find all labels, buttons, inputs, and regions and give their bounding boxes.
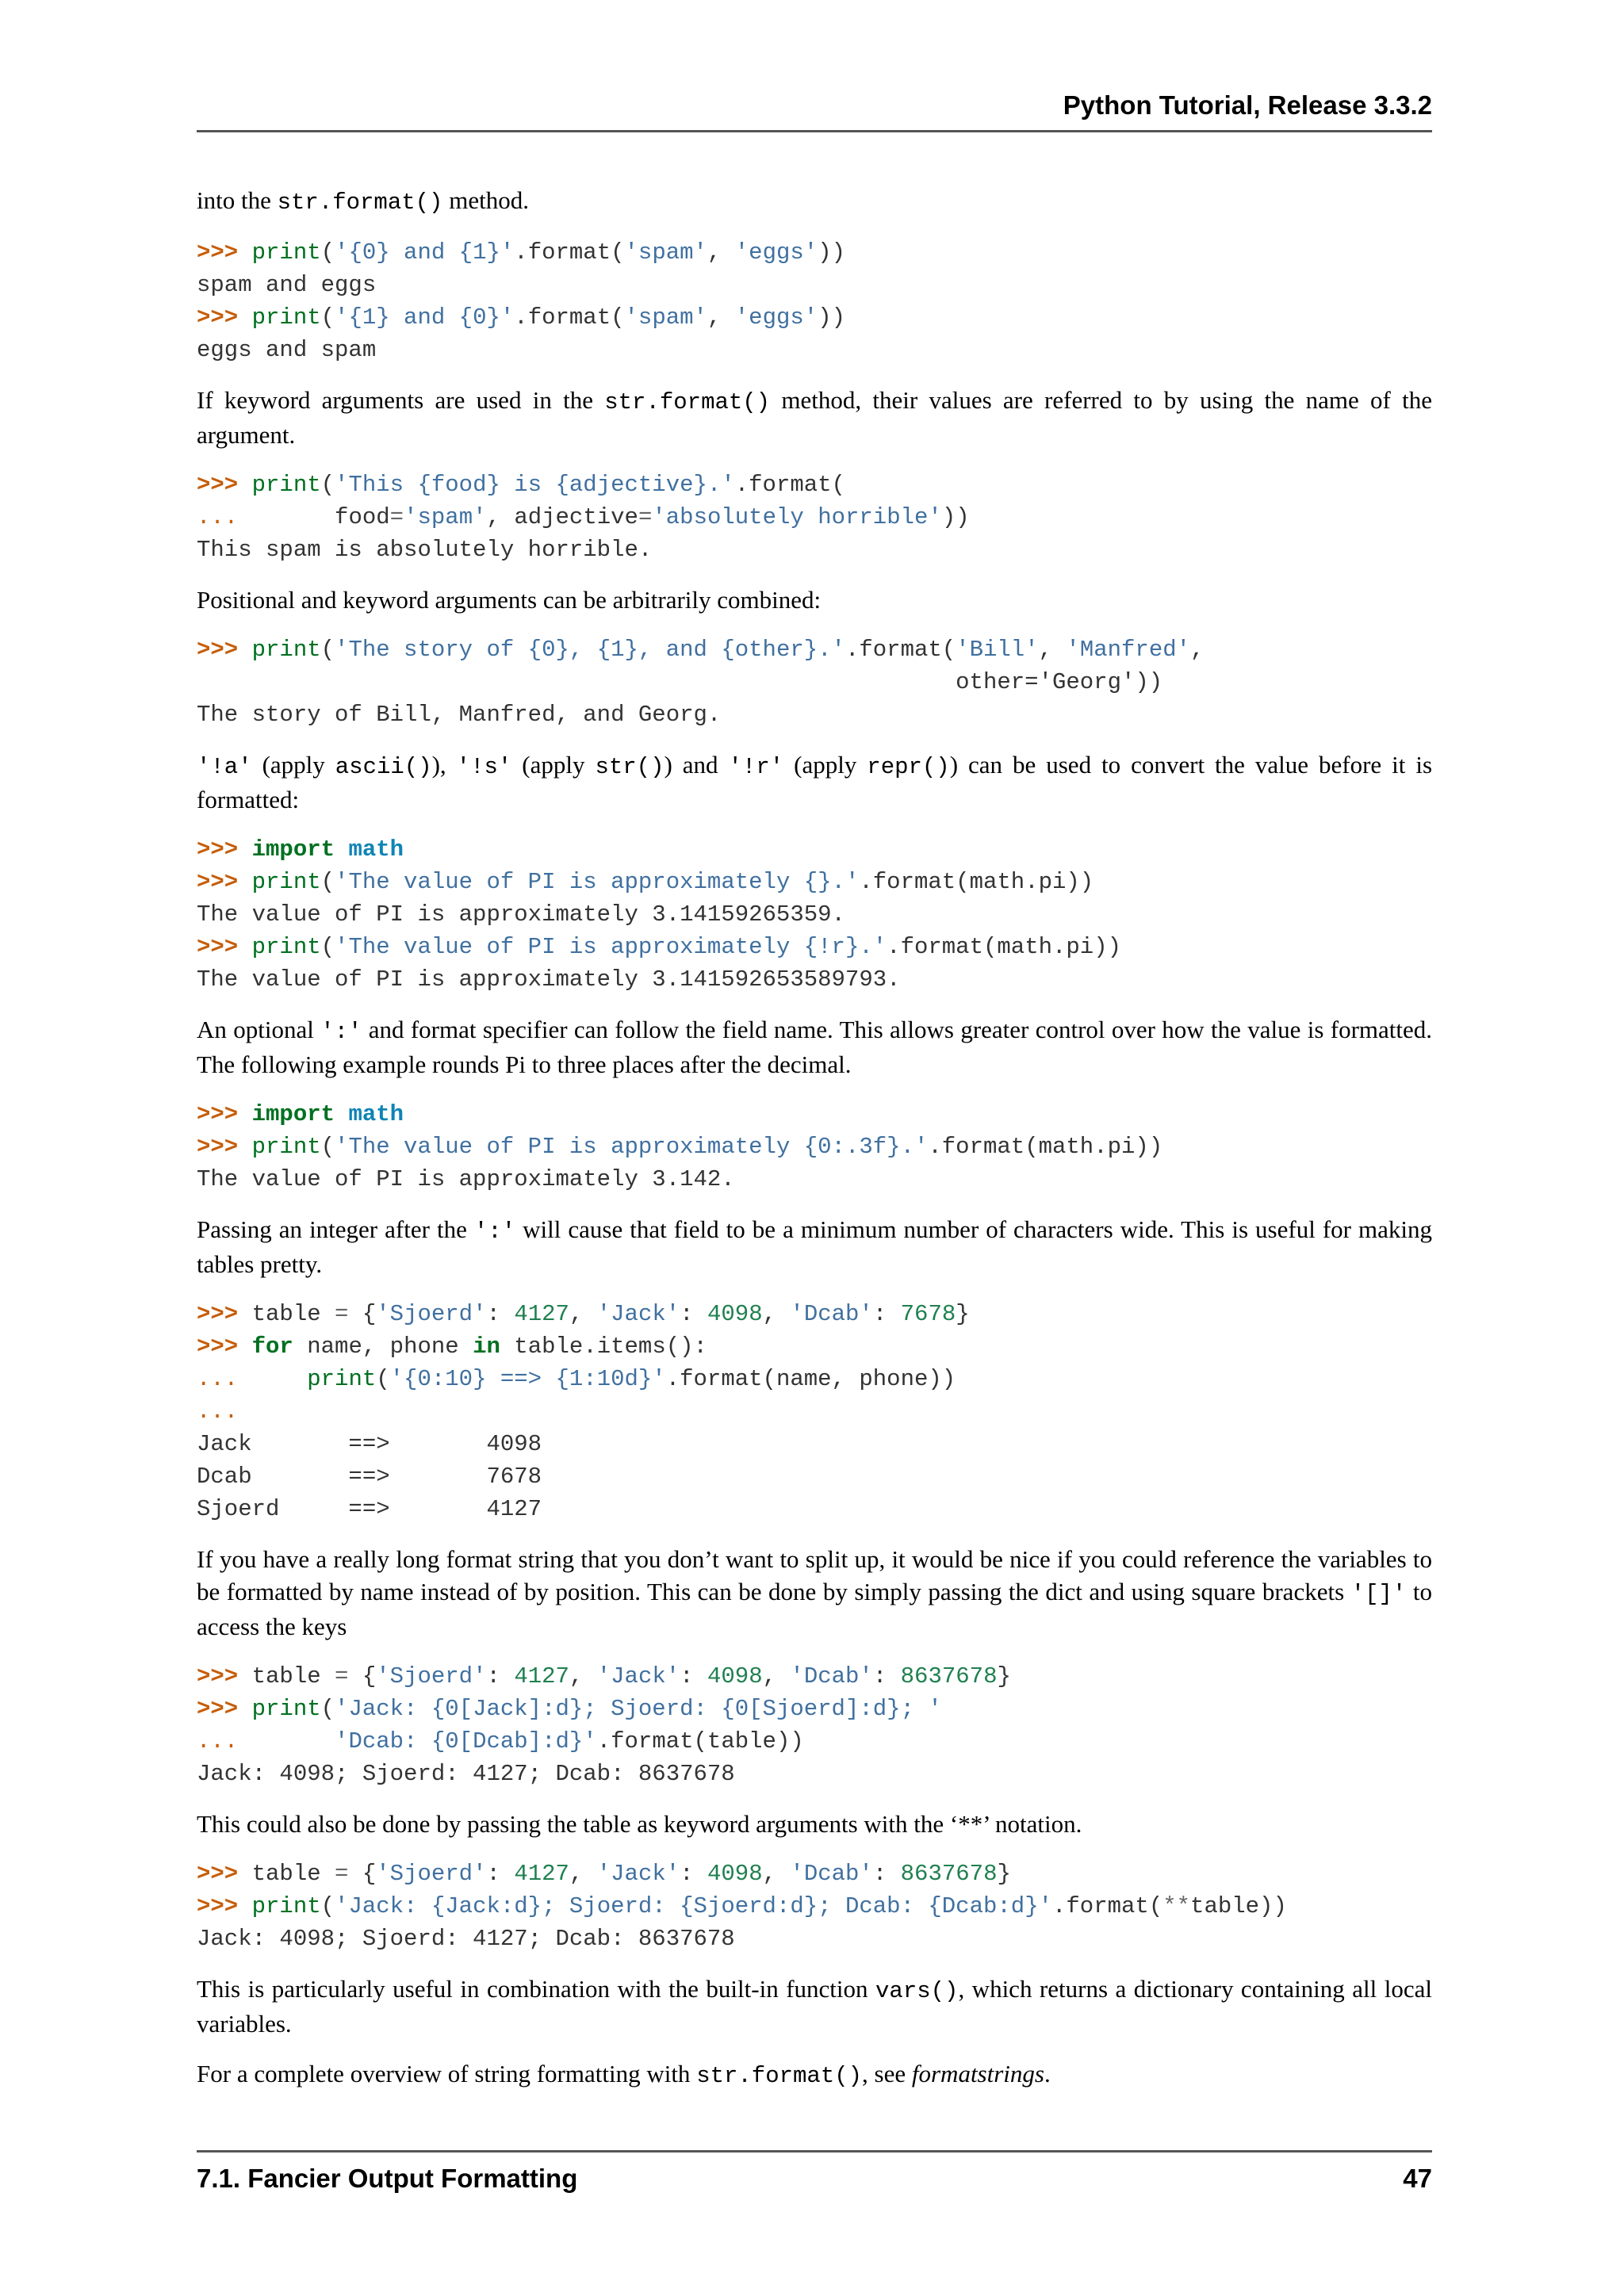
inline-code: str.format() [277, 189, 443, 216]
paragraph: into the str.format() method. [197, 186, 529, 216]
paragraph: If keyword arguments are used in the str.format() method, their values are referred to by using the name of the argument. [197, 386, 1432, 449]
paragraph: This could also be done by passing the table as keyword arguments with the ‘**’ notation. [197, 1810, 1082, 1838]
footer-section-title: 7.1. Fancier Output Formatting [197, 2164, 578, 2193]
code-block: >>> print('The story of {0}, {1}, and {other}.'.format('Bill', 'Manfred', other='Georg')) The story of Bill, Manfred, and Georg. [197, 637, 1205, 728]
inline-code: str.format() [604, 389, 771, 415]
inline-code: '[]' [1350, 1581, 1407, 1607]
code-block: >>> import math >>> print('The value of PI is approximately {}.'.format(math.pi)) The value of PI is approximately 3.14159265359. >>> print('The value of PI is approximately {!r}.'.format(math.pi)) The value of PI is approximately 3.141592653589793. [197, 836, 1122, 993]
inline-code: str.format() [696, 2063, 863, 2089]
inline-code: ':' [473, 1219, 516, 1245]
code-block: >>> print('This {food} is {adjective}.'.format( ... food='spam', adjective='absolutely horrible')) This spam is absolutely horrible. [197, 472, 970, 563]
paragraph: Passing an integer after the ':' will cause that field to be a minimum number of characters wide. This is useful for making tables pretty. [197, 1215, 1433, 1278]
page-number: 47 [1403, 2164, 1432, 2193]
paragraph: '!a' (apply ascii()), '!s' (apply str()) and '!r' (apply repr()) can be used to convert the value before it is formatted: [197, 751, 1433, 813]
page-header [197, 87, 1432, 132]
paragraph: For a complete overview of string formatting with str.format(), see formatstrings. [197, 2060, 1051, 2089]
paragraph: This is particularly useful in combination with the built-in function vars(), which returns a dictionary containing all local variables. [197, 1975, 1433, 2038]
paragraph: Positional and keyword arguments can be arbitrarily combined: [197, 586, 822, 614]
code-block: >>> import math >>> print('The value of PI is approximately {0:.3f}.'.format(math.pi)) The value of PI is approximately 3.142. [197, 1101, 1163, 1192]
page-footer [197, 2150, 1432, 2200]
paragraph: An optional ':' and format specifier can follow the field name. This allows greater control over how the value is formatted. The following example rounds Pi to three places after the decimal. [197, 1016, 1432, 1078]
page-content [197, 184, 1432, 2110]
code-block: >>> table = {'Sjoerd': 4127, 'Jack': 4098, 'Dcab': 8637678} >>> print('Jack: {0[Jack]:d}; Sjoerd: {0[Sjoerd]:d}; ' ... 'Dcab: {0[Dcab]:d}'.format(table)) Jack: 4098; Sjoerd: 4127; Dcab: 8637678 [197, 1663, 1011, 1787]
paragraph: If you have a really long format string that you don’t want to split up, it would be nice if you could reference the variables to be formatted by name instead of by position. This can be done by simply passing the dict and using square brackets '[]' to access the keys [197, 1545, 1432, 1640]
cross-reference-link[interactable]: formatstrings [911, 2060, 1044, 2087]
running-title: Python Tutorial, Release 3.3.2 [1063, 90, 1432, 120]
code-block: >>> print('{0} and {1}'.format('spam', 'eggs')) spam and eggs >>> print('{1} and {0}'.format('spam', 'eggs')) eggs and spam [197, 239, 845, 363]
inline-code: ':' [320, 1019, 362, 1045]
inline-code: vars() [875, 1978, 959, 2004]
code-block: >>> table = {'Sjoerd': 4127, 'Jack': 4098, 'Dcab': 8637678} >>> print('Jack: {Jack:d}; Sjoerd: {Sjoerd:d}; Dcab: {Dcab:d}'.format(**table)) Jack: 4098; Sjoerd: 4127; Dcab: 8637678 [197, 1861, 1287, 1952]
code-block: >>> table = {'Sjoerd': 4127, 'Jack': 4098, 'Dcab': 7678} >>> for name, phone in table.items(): ... print('{0:10} ==> {1:10d}'.format(name, phone)) ... Jack ==> 4098 Dcab ==> 7678 Sjoerd ==> 4127 [197, 1301, 970, 1522]
